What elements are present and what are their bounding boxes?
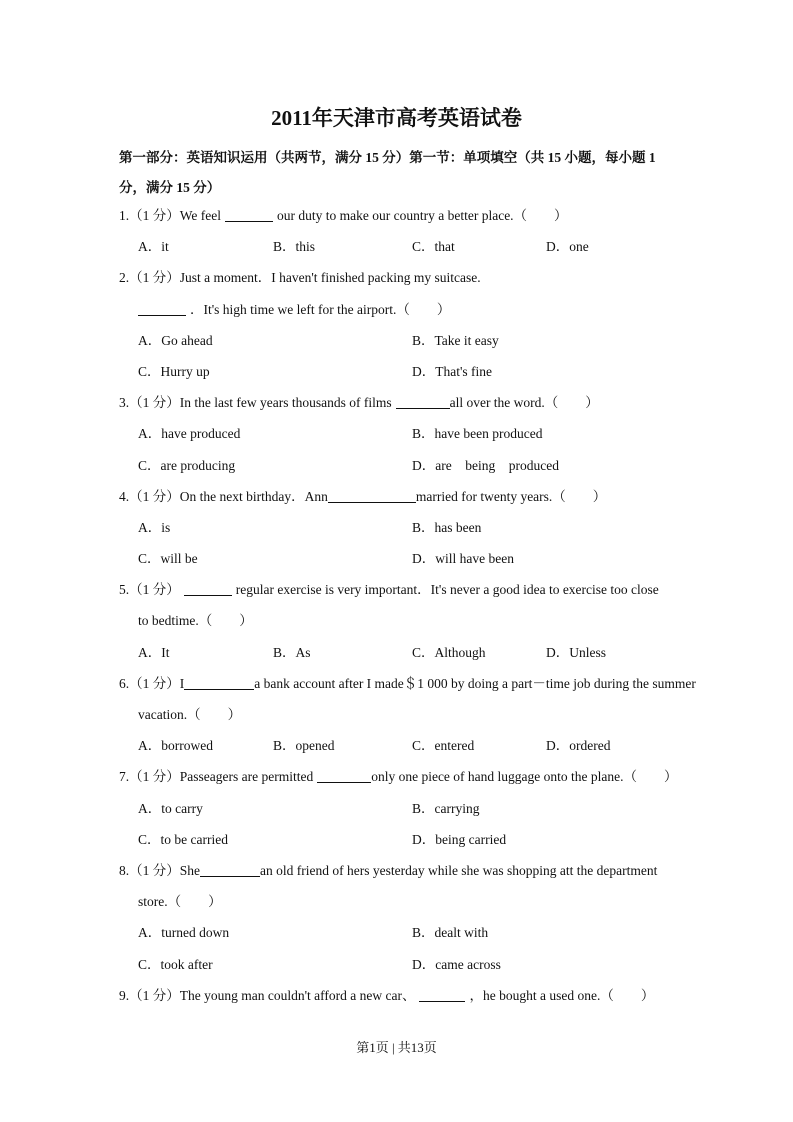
- question-text: 5.（1 分）: [119, 582, 180, 598]
- question-2: [119, 262, 719, 293]
- answer-blank: [328, 488, 416, 503]
- options-5: [119, 637, 719, 668]
- option: D．are being produced: [412, 457, 559, 473]
- option: C．entered: [412, 738, 475, 754]
- question-text: 8.（1 分）She: [119, 862, 200, 878]
- question-8: [119, 855, 719, 886]
- question-text: married for twenty years.（ ）: [415, 488, 607, 504]
- answer-blank: [184, 675, 254, 690]
- question-text: ．It's high time we left for the airport.（ ）: [190, 301, 451, 317]
- option: A．have produced: [138, 426, 241, 442]
- question-1: [119, 200, 719, 231]
- options-6: [119, 730, 719, 761]
- option: A．to carry: [138, 800, 203, 816]
- answer-blank: [225, 207, 273, 222]
- option: D．one: [546, 239, 589, 255]
- answer-blank: [184, 581, 232, 596]
- option: C．to be carried: [138, 831, 228, 847]
- question-3: [119, 387, 719, 418]
- option: C．that: [412, 239, 455, 255]
- option: D．being carried: [412, 831, 507, 847]
- question-5: [119, 574, 719, 605]
- question-8-cont: store.（ ）: [138, 894, 222, 910]
- options-8a: [119, 917, 719, 948]
- option: B．dealt with: [412, 925, 489, 941]
- question-text: regular exercise is very important．It's never a good idea to exercise too close: [235, 582, 659, 598]
- option: B．this: [273, 239, 316, 255]
- option: A．it: [138, 239, 169, 255]
- page-title: 2011年天津市高考英语试卷: [271, 106, 522, 130]
- option: B．has been: [412, 519, 482, 535]
- question-text: 4.（1 分）On the next birthday．Ann: [119, 488, 328, 504]
- option: D．Unless: [546, 644, 606, 660]
- options-7a: [119, 793, 719, 824]
- answer-blank: [419, 987, 465, 1002]
- answer-blank: [396, 394, 450, 409]
- option: D．That's fine: [412, 363, 493, 379]
- question-text: 9.（1 分）The young man couldn't afford a new car、: [119, 987, 416, 1003]
- option: C．are producing: [138, 457, 236, 473]
- option: C．took after: [138, 956, 213, 972]
- questions: [119, 200, 719, 1011]
- section-header: 第一部分：英语知识运用（共两节，满分 15 分）第一节：单项填空（共 15 小题，每小题 1 分，满分 15 分）: [119, 150, 656, 195]
- question-text: a bank account after I made＄1 000 by doing a part－time job during the summer: [254, 675, 696, 691]
- option: A．Go ahead: [138, 332, 213, 348]
- option: B．carrying: [412, 800, 480, 816]
- question-6: [119, 668, 719, 699]
- option: A．turned down: [138, 925, 230, 941]
- question-text: an old friend of hers yesterday while she was shopping att the department: [260, 862, 658, 878]
- option: D．came across: [412, 956, 501, 972]
- option: B．As: [273, 644, 311, 660]
- answer-blank: [317, 768, 371, 783]
- options-4b: [119, 543, 719, 574]
- options-3b: [119, 450, 719, 481]
- question-text: 7.（1 分）Passeagers are permitted: [119, 769, 314, 785]
- options-2b: [119, 356, 719, 387]
- option: B．Take it easy: [412, 332, 499, 348]
- question-text: ，he bought a used one.（ ）: [469, 987, 655, 1003]
- option: B．have been produced: [412, 426, 543, 442]
- options-2a: [119, 325, 719, 356]
- options-4a: [119, 512, 719, 543]
- question-5-cont: to bedtime.（ ）: [138, 613, 253, 629]
- question-text: 1.（1 分）We feel: [119, 208, 222, 223]
- question-2-cont: [119, 294, 719, 325]
- option: D．ordered: [546, 738, 611, 754]
- options-8b: [119, 949, 719, 980]
- question-9: [119, 980, 719, 1011]
- question-4: [119, 481, 719, 512]
- option: A．borrowed: [138, 738, 213, 754]
- question-text: only one piece of hand luggage onto the plane.（ ）: [371, 769, 678, 785]
- option: C．Although: [412, 644, 486, 660]
- question-6-cont: vacation.（ ）: [138, 707, 242, 722]
- option: A．It: [138, 644, 170, 660]
- answer-blank: [200, 862, 260, 877]
- options-1: [119, 231, 719, 262]
- question-7: [119, 761, 719, 792]
- option: A．is: [138, 519, 171, 535]
- options-7b: [119, 824, 719, 855]
- option: C．will be: [138, 551, 198, 567]
- option: B．opened: [273, 738, 335, 754]
- option: C．Hurry up: [138, 363, 210, 379]
- question-text: 6.（1 分）I: [119, 675, 185, 691]
- option: D．will have been: [412, 551, 514, 567]
- options-3a: [119, 418, 719, 449]
- question-text: all over the word.（ ）: [449, 395, 599, 411]
- question-text: 3.（1 分）In the last few years thousands of films: [119, 395, 392, 411]
- question-text: our duty to make our country a better place.（ ）: [277, 208, 568, 223]
- question-text: 2.（1 分）Just a moment．I haven't finished packing my suitcase.: [119, 270, 481, 286]
- answer-blank: [138, 301, 186, 316]
- page-footer: 第1页 | 共13页: [356, 1040, 437, 1055]
